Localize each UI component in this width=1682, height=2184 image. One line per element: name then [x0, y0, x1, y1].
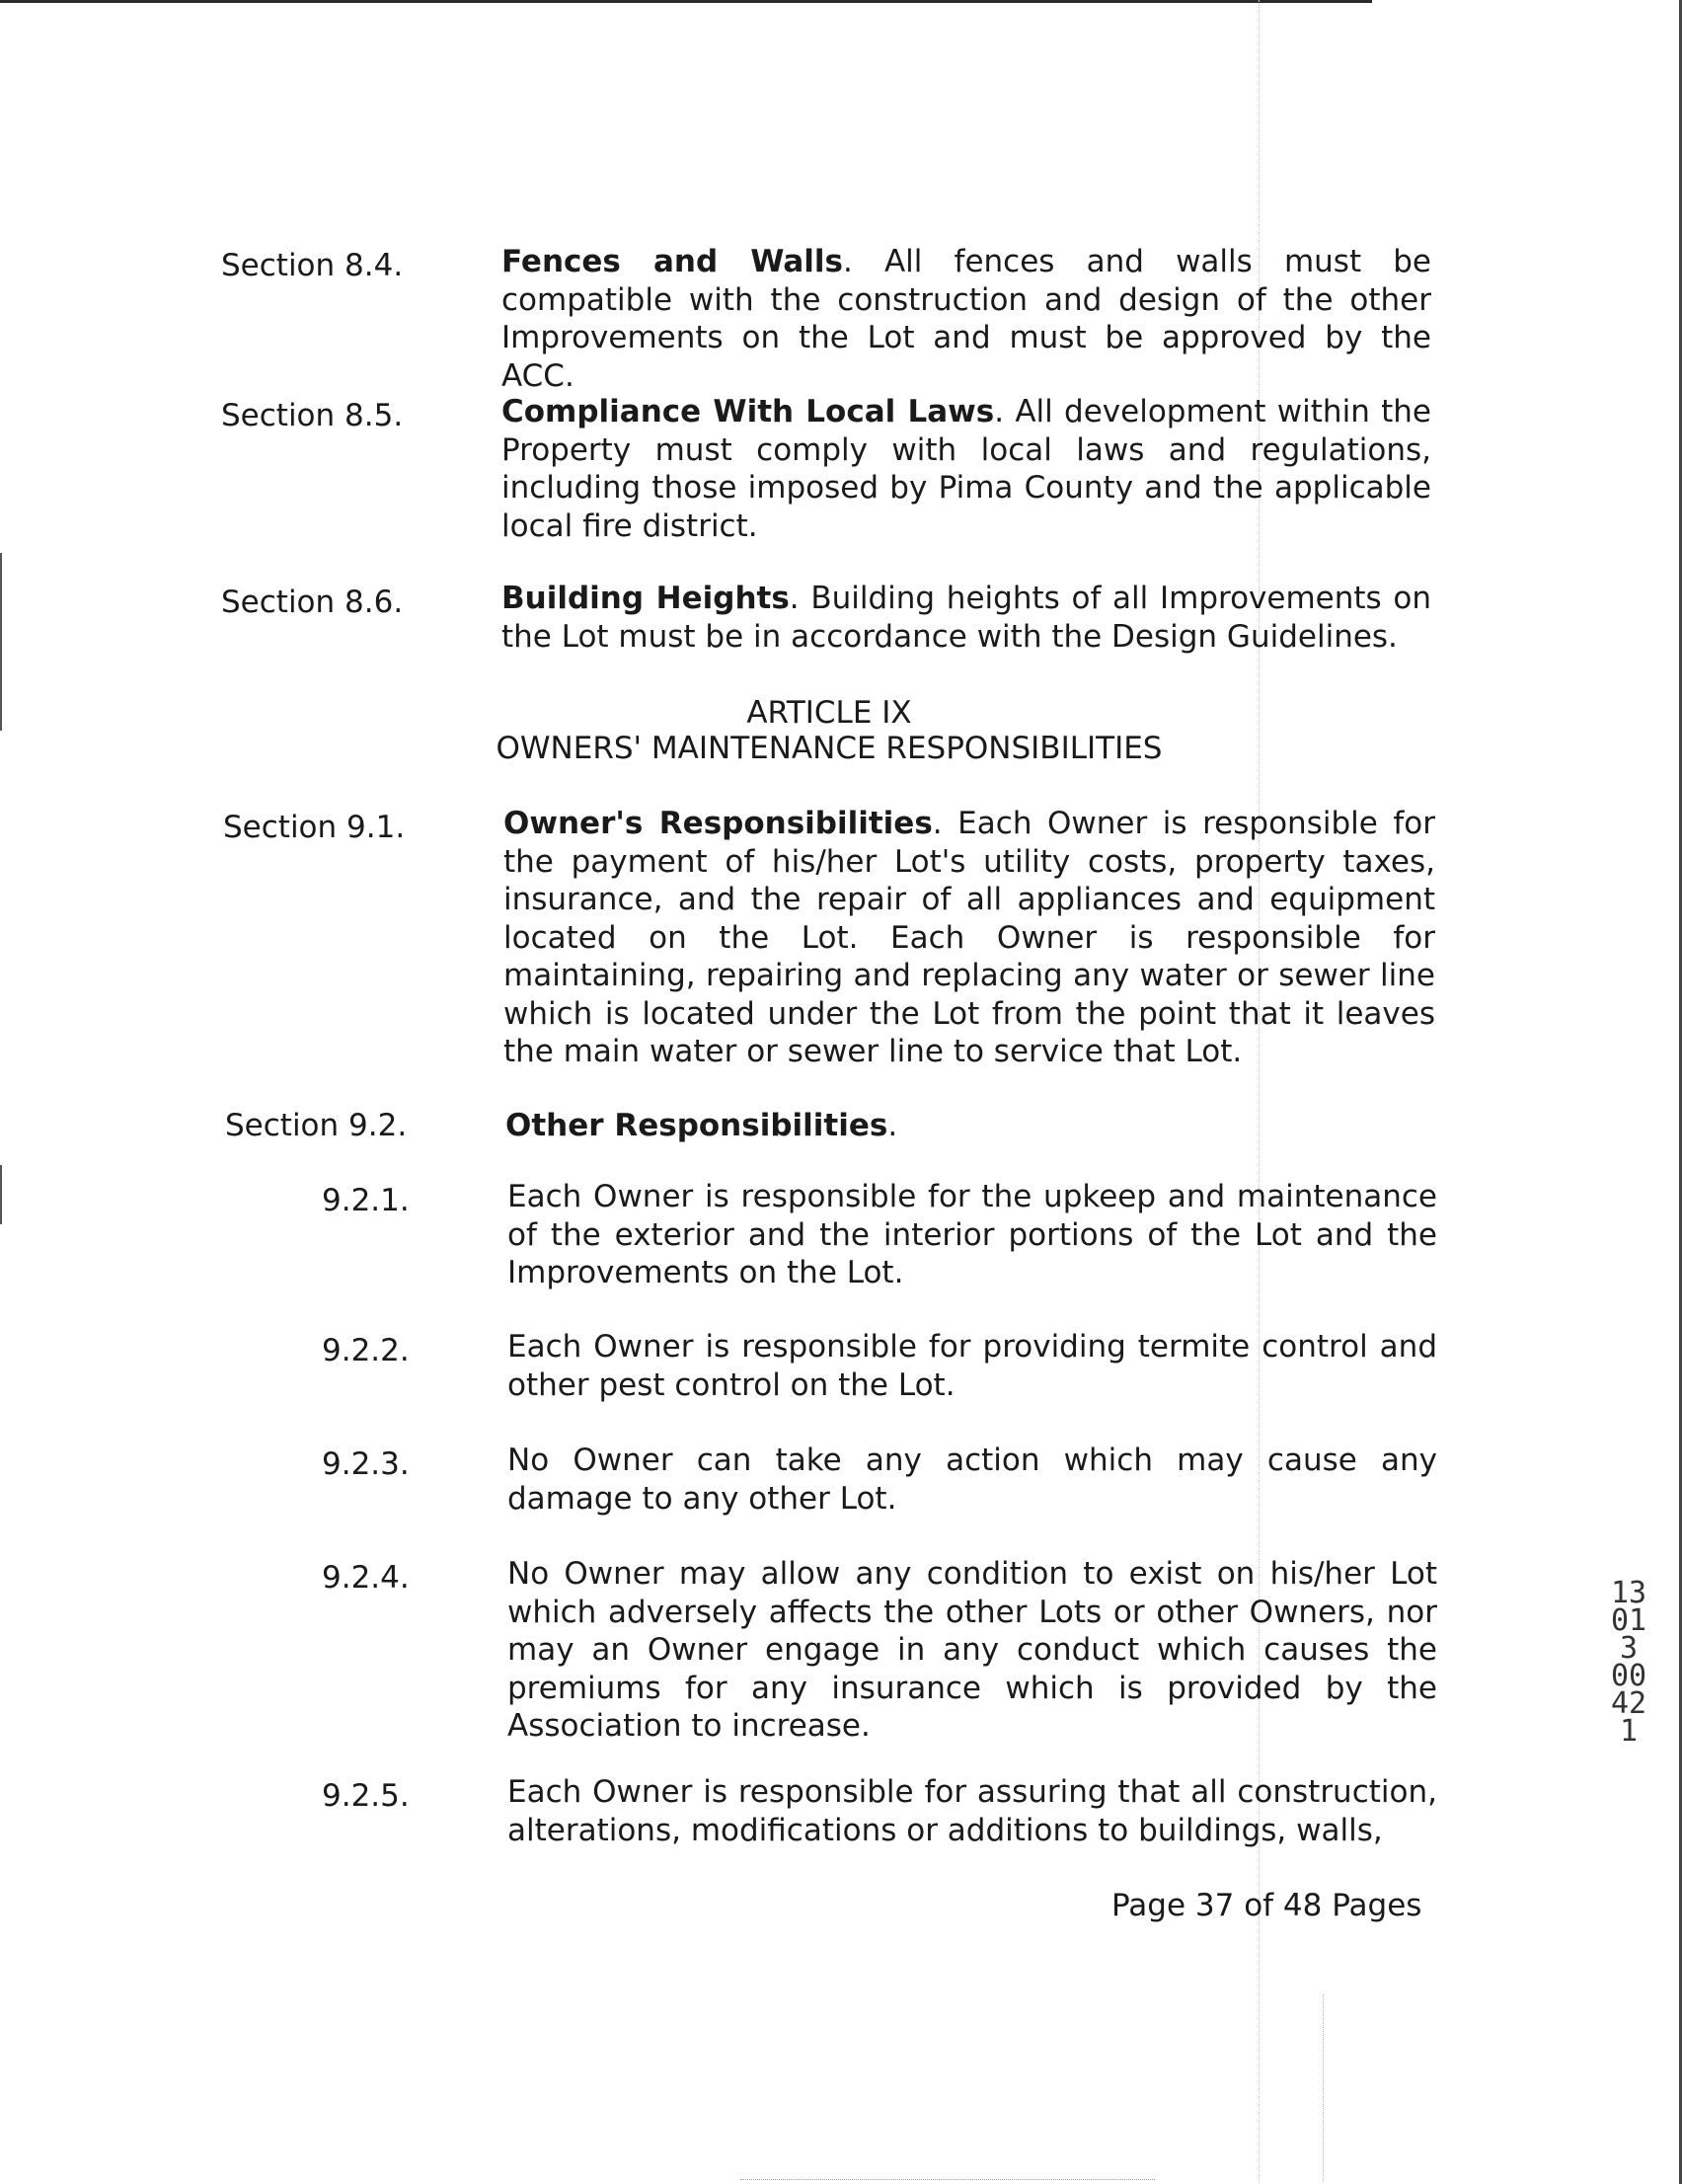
section-body: . Building heights of all Improvements on the Lot must be in accordance with the Design Guidelines. [501, 581, 1431, 655]
section-heading: Other Responsibilities [505, 1108, 888, 1143]
section-paragraph [501, 243, 1431, 395]
top-border-line [0, 0, 1372, 3]
article-title: OWNERS' MAINTENANCE RESPONSIBILITIES [496, 731, 1163, 766]
recording-stamp: 13013 00421 [1610, 1576, 1647, 1749]
subsection-label: 9.2.1. [322, 1183, 410, 1218]
section-heading: Compliance With Local Laws [501, 394, 995, 429]
section-body: . Each Owner is responsible for the payment of his/her Lot's utility costs, property taxes, insurance, and the repair of all appliances and equipment located on the Lot. Each Owner is responsible for maintaining, repairing and replacing any water or sewer line which is located under the Lot from the point that it leaves the main water or sewer line to service that Lot. [503, 806, 1435, 1069]
section-label: Section 8.4. [221, 248, 404, 283]
section-heading: Owner's Responsibilities [503, 806, 933, 841]
subsection-label: 9.2.3. [322, 1446, 410, 1482]
subsection-label: 9.2.4. [322, 1560, 410, 1596]
subsection-paragraph: Each Owner is responsible for the upkeep and maintenance of the exterior and the interior portions of the Lot and the Improvements on the Lot. [507, 1179, 1437, 1290]
section-heading: Building Heights [501, 581, 790, 616]
section-label: Section 9.2. [225, 1108, 408, 1143]
section-body: . [887, 1108, 898, 1143]
section-paragraph [503, 805, 1435, 1071]
section-paragraph [505, 1107, 1437, 1145]
subsection-paragraph: No Owner can take any action which may cause any damage to any other Lot. [507, 1443, 1437, 1517]
subsection-paragraph: Each Owner is responsible for providing termite control and other pest control on the Lot. [507, 1329, 1437, 1403]
section-label: Section 8.6. [221, 585, 404, 620]
section-body: . All fences and walls must be compatible with the construction and design of the other Improvements on the Lot and must be approved by the ACC. [501, 244, 1432, 394]
section-label: Section 9.1. [223, 810, 406, 845]
subsection-paragraph: Each Owner is responsible for assuring that all construction, alterations, modifications or additions to buildings, walls, [507, 1774, 1437, 1848]
bottom-scan-line [740, 2179, 1155, 2181]
article-number: ARTICLE IX [746, 695, 912, 731]
subsection-paragraph: No Owner may allow any condition to exist on his/her Lot which adversely affects the other Lots or other Owners, nor may an Owner engage in any conduct which causes the premiums for any insurance which is provided by the Association to increase. [507, 1556, 1437, 1744]
left-scan-mark [0, 1165, 2, 1224]
subsection-label: 9.2.2. [322, 1333, 410, 1368]
section-body: . All development within the Property must comply with local laws and regulations, including those imposed by Pima County and the applicable local fire district. [501, 394, 1431, 544]
page-number: Page 37 of 48 Pages [1111, 1888, 1422, 1923]
subsection-label: 9.2.5. [322, 1778, 410, 1814]
left-scan-mark [0, 553, 2, 731]
scan-fold-line [1323, 1994, 1325, 2182]
section-paragraph [501, 393, 1431, 545]
section-label: Section 8.5. [221, 398, 404, 433]
section-paragraph [501, 580, 1431, 656]
section-heading: Fences and Walls [501, 244, 843, 279]
